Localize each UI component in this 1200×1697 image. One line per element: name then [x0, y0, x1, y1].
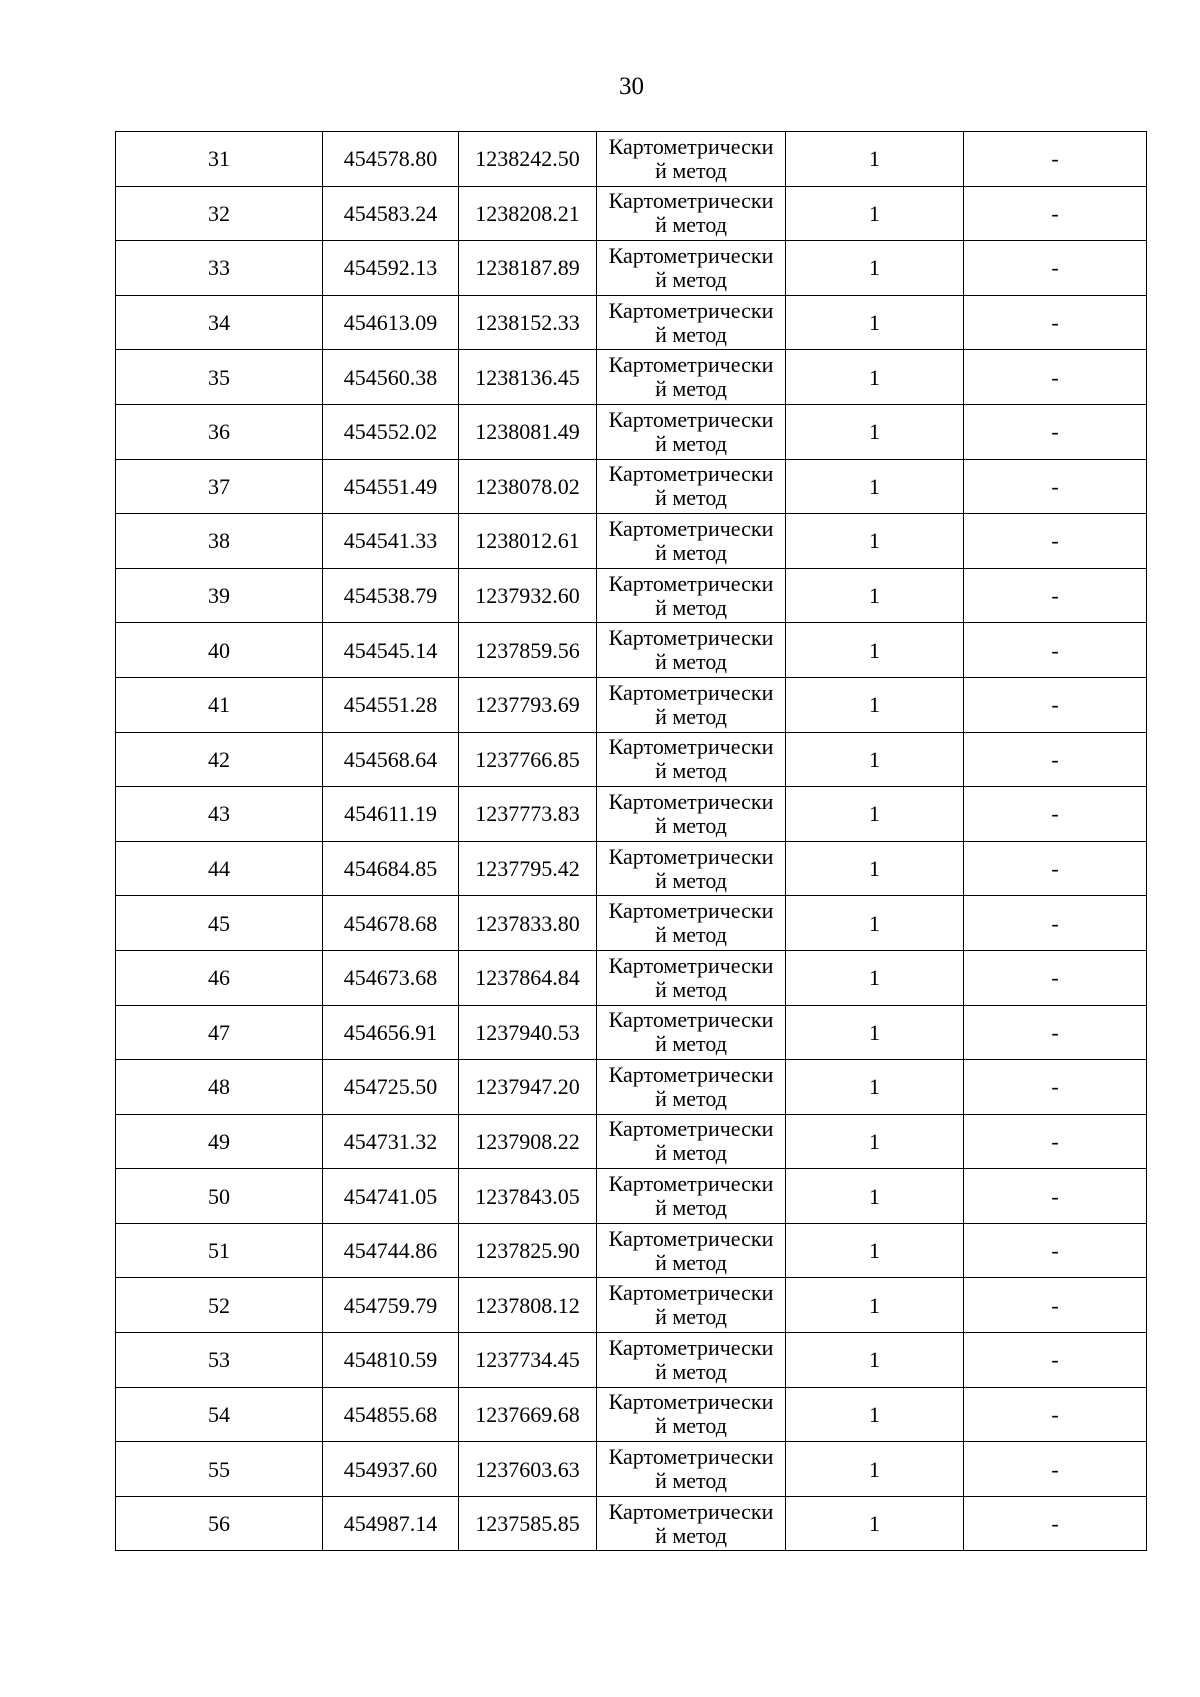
method-text-line2: й метод — [655, 1140, 727, 1166]
method-cell — [597, 841, 786, 896]
method-text-line2: й метод — [655, 758, 727, 784]
method-text-line1: Картометрически — [608, 570, 774, 596]
note-cell: - — [964, 623, 1147, 678]
point-number-cell: 36 — [116, 404, 323, 459]
point-number-cell: 41 — [116, 677, 323, 732]
y-coordinate-cell: 1237734.45 — [459, 1333, 597, 1388]
point-number-cell: 45 — [116, 896, 323, 951]
note-cell: - — [964, 1387, 1147, 1442]
point-number-cell: 54 — [116, 1387, 323, 1442]
x-coordinate-cell: 454592.13 — [323, 241, 459, 296]
method-text-line2: й метод — [655, 1522, 727, 1548]
note-cell: - — [964, 404, 1147, 459]
accuracy-cell: 1 — [786, 1169, 964, 1224]
table-row — [116, 350, 1147, 405]
x-coordinate-cell: 454810.59 — [323, 1333, 459, 1388]
accuracy-cell: 1 — [786, 132, 964, 187]
table-row — [116, 1442, 1147, 1497]
method-text-line1: Картометрически — [608, 1171, 774, 1197]
note-cell: - — [964, 568, 1147, 623]
method-text-line2: й метод — [655, 703, 727, 729]
method-cell — [597, 1169, 786, 1224]
y-coordinate-cell: 1237793.69 — [459, 677, 597, 732]
method-text-line1: Картометрически — [608, 1116, 774, 1142]
method-text-line1: Картометрически — [608, 898, 774, 924]
point-number-cell: 42 — [116, 732, 323, 787]
point-number-cell: 34 — [116, 295, 323, 350]
method-cell — [597, 241, 786, 296]
method-text-line1: Картометрически — [608, 188, 774, 214]
y-coordinate-cell: 1237825.90 — [459, 1223, 597, 1278]
table-row — [116, 241, 1147, 296]
method-text-line2: й метод — [655, 539, 727, 565]
y-coordinate-cell: 1237773.83 — [459, 787, 597, 842]
accuracy-cell: 1 — [786, 1114, 964, 1169]
accuracy-cell: 1 — [786, 295, 964, 350]
y-coordinate-cell: 1238187.89 — [459, 241, 597, 296]
x-coordinate-cell: 454656.91 — [323, 1005, 459, 1060]
point-number-cell: 37 — [116, 459, 323, 514]
x-coordinate-cell: 454541.33 — [323, 514, 459, 569]
note-cell: - — [964, 295, 1147, 350]
method-text-line2: й метод — [655, 266, 727, 292]
page-number: 30 — [619, 73, 644, 100]
accuracy-cell: 1 — [786, 1223, 964, 1278]
method-text-line2: й метод — [655, 1249, 727, 1275]
method-cell — [597, 404, 786, 459]
method-text-line2: й метод — [655, 430, 727, 456]
y-coordinate-cell: 1238152.33 — [459, 295, 597, 350]
y-coordinate-cell: 1237795.42 — [459, 841, 597, 896]
note-cell: - — [964, 186, 1147, 241]
method-text-line1: Картометрически — [608, 1444, 774, 1470]
point-number-cell: 52 — [116, 1278, 323, 1333]
method-cell — [597, 1278, 786, 1333]
y-coordinate-cell: 1237864.84 — [459, 950, 597, 1005]
note-cell: - — [964, 1169, 1147, 1224]
method-text-line2: й метод — [655, 1413, 727, 1439]
coordinates-table — [115, 131, 1147, 1551]
method-text-line2: й метод — [655, 922, 727, 948]
note-cell: - — [964, 1442, 1147, 1497]
method-cell — [597, 1005, 786, 1060]
x-coordinate-cell: 454568.64 — [323, 732, 459, 787]
y-coordinate-cell: 1237859.56 — [459, 623, 597, 678]
note-cell: - — [964, 350, 1147, 405]
table-row — [116, 1496, 1147, 1551]
y-coordinate-cell: 1238242.50 — [459, 132, 597, 187]
method-text-line2: й метод — [655, 1031, 727, 1057]
y-coordinate-cell: 1237932.60 — [459, 568, 597, 623]
y-coordinate-cell: 1237669.68 — [459, 1387, 597, 1442]
method-cell — [597, 1496, 786, 1551]
accuracy-cell: 1 — [786, 514, 964, 569]
note-cell: - — [964, 132, 1147, 187]
note-cell: - — [964, 1278, 1147, 1333]
y-coordinate-cell: 1237940.53 — [459, 1005, 597, 1060]
accuracy-cell: 1 — [786, 1442, 964, 1497]
accuracy-cell: 1 — [786, 186, 964, 241]
method-cell — [597, 950, 786, 1005]
accuracy-cell: 1 — [786, 950, 964, 1005]
method-text-line2: й метод — [655, 485, 727, 511]
x-coordinate-cell: 454731.32 — [323, 1114, 459, 1169]
method-text-line1: Картометрически — [608, 297, 774, 323]
y-coordinate-cell: 1237808.12 — [459, 1278, 597, 1333]
table-row — [116, 677, 1147, 732]
x-coordinate-cell: 454937.60 — [323, 1442, 459, 1497]
y-coordinate-cell: 1238012.61 — [459, 514, 597, 569]
y-coordinate-cell: 1237833.80 — [459, 896, 597, 951]
method-cell — [597, 514, 786, 569]
method-cell — [597, 1223, 786, 1278]
y-coordinate-cell: 1238081.49 — [459, 404, 597, 459]
y-coordinate-cell: 1237585.85 — [459, 1496, 597, 1551]
method-cell — [597, 1114, 786, 1169]
method-text-line1: Картометрически — [608, 1389, 774, 1415]
method-text-line1: Картометрически — [608, 515, 774, 541]
note-cell: - — [964, 732, 1147, 787]
method-text-line1: Картометрически — [608, 1007, 774, 1033]
table-row — [116, 1333, 1147, 1388]
accuracy-cell: 1 — [786, 459, 964, 514]
accuracy-cell: 1 — [786, 732, 964, 787]
note-cell: - — [964, 787, 1147, 842]
table-row — [116, 896, 1147, 951]
method-text-line1: Картометрически — [608, 843, 774, 869]
note-cell: - — [964, 1114, 1147, 1169]
x-coordinate-cell: 454678.68 — [323, 896, 459, 951]
y-coordinate-cell: 1238136.45 — [459, 350, 597, 405]
x-coordinate-cell: 454684.85 — [323, 841, 459, 896]
y-coordinate-cell: 1237947.20 — [459, 1060, 597, 1115]
y-coordinate-cell: 1238208.21 — [459, 186, 597, 241]
accuracy-cell: 1 — [786, 1278, 964, 1333]
point-number-cell: 39 — [116, 568, 323, 623]
y-coordinate-cell: 1237908.22 — [459, 1114, 597, 1169]
table-row — [116, 1114, 1147, 1169]
accuracy-cell: 1 — [786, 677, 964, 732]
accuracy-cell: 1 — [786, 1387, 964, 1442]
method-text-line1: Картометрически — [608, 1061, 774, 1087]
table-row — [116, 1060, 1147, 1115]
x-coordinate-cell: 454545.14 — [323, 623, 459, 678]
method-cell — [597, 787, 786, 842]
note-cell: - — [964, 841, 1147, 896]
method-text-line1: Картометрически — [608, 406, 774, 432]
method-cell — [597, 186, 786, 241]
method-cell — [597, 295, 786, 350]
x-coordinate-cell: 454538.79 — [323, 568, 459, 623]
method-text-line2: й метод — [655, 1085, 727, 1111]
accuracy-cell: 1 — [786, 241, 964, 296]
table-row — [116, 1387, 1147, 1442]
x-coordinate-cell: 454987.14 — [323, 1496, 459, 1551]
x-coordinate-cell: 454552.02 — [323, 404, 459, 459]
coordinates-table-body — [116, 132, 1147, 1551]
note-cell: - — [964, 459, 1147, 514]
x-coordinate-cell: 454744.86 — [323, 1223, 459, 1278]
point-number-cell: 31 — [116, 132, 323, 187]
point-number-cell: 51 — [116, 1223, 323, 1278]
x-coordinate-cell: 454583.24 — [323, 186, 459, 241]
method-cell — [597, 568, 786, 623]
x-coordinate-cell: 454578.80 — [323, 132, 459, 187]
method-cell — [597, 459, 786, 514]
accuracy-cell: 1 — [786, 896, 964, 951]
accuracy-cell: 1 — [786, 404, 964, 459]
method-text-line1: Картометрически — [608, 679, 774, 705]
point-number-cell: 35 — [116, 350, 323, 405]
method-text-line2: й метод — [655, 376, 727, 402]
note-cell: - — [964, 241, 1147, 296]
method-cell — [597, 896, 786, 951]
accuracy-cell: 1 — [786, 1060, 964, 1115]
table-row — [116, 1278, 1147, 1333]
accuracy-cell: 1 — [786, 1496, 964, 1551]
x-coordinate-cell: 454551.49 — [323, 459, 459, 514]
point-number-cell: 47 — [116, 1005, 323, 1060]
accuracy-cell: 1 — [786, 568, 964, 623]
table-row — [116, 623, 1147, 678]
point-number-cell: 50 — [116, 1169, 323, 1224]
method-cell — [597, 732, 786, 787]
accuracy-cell: 1 — [786, 1005, 964, 1060]
point-number-cell: 46 — [116, 950, 323, 1005]
x-coordinate-cell: 454673.68 — [323, 950, 459, 1005]
method-text-line2: й метод — [655, 976, 727, 1002]
x-coordinate-cell: 454759.79 — [323, 1278, 459, 1333]
point-number-cell: 40 — [116, 623, 323, 678]
table-row — [116, 568, 1147, 623]
point-number-cell: 53 — [116, 1333, 323, 1388]
note-cell: - — [964, 1005, 1147, 1060]
point-number-cell: 43 — [116, 787, 323, 842]
method-cell — [597, 1442, 786, 1497]
table-row — [116, 295, 1147, 350]
x-coordinate-cell: 454613.09 — [323, 295, 459, 350]
point-number-cell: 56 — [116, 1496, 323, 1551]
method-text-line2: й метод — [655, 1358, 727, 1384]
y-coordinate-cell: 1237843.05 — [459, 1169, 597, 1224]
table-row — [116, 132, 1147, 187]
method-text-line1: Картометрически — [608, 952, 774, 978]
method-cell — [597, 1060, 786, 1115]
method-text-line2: й метод — [655, 212, 727, 238]
note-cell: - — [964, 896, 1147, 951]
point-number-cell: 44 — [116, 841, 323, 896]
y-coordinate-cell: 1237766.85 — [459, 732, 597, 787]
method-text-line2: й метод — [655, 321, 727, 347]
table-row — [116, 404, 1147, 459]
note-cell: - — [964, 514, 1147, 569]
method-cell — [597, 1387, 786, 1442]
point-number-cell: 38 — [116, 514, 323, 569]
note-cell: - — [964, 950, 1147, 1005]
method-text-line1: Картометрически — [608, 1498, 774, 1524]
x-coordinate-cell: 454725.50 — [323, 1060, 459, 1115]
accuracy-cell: 1 — [786, 623, 964, 678]
table-row — [116, 186, 1147, 241]
method-text-line2: й метод — [655, 1195, 727, 1221]
method-cell — [597, 350, 786, 405]
method-text-line1: Картометрически — [608, 1280, 774, 1306]
table-row — [116, 732, 1147, 787]
method-text-line1: Картометрически — [608, 734, 774, 760]
method-text-line1: Картометрически — [608, 788, 774, 814]
method-text-line1: Картометрически — [608, 625, 774, 651]
method-cell — [597, 132, 786, 187]
method-text-line1: Картометрически — [608, 461, 774, 487]
y-coordinate-cell: 1237603.63 — [459, 1442, 597, 1497]
accuracy-cell: 1 — [786, 787, 964, 842]
method-text-line1: Картометрически — [608, 352, 774, 378]
note-cell: - — [964, 677, 1147, 732]
point-number-cell: 33 — [116, 241, 323, 296]
x-coordinate-cell: 454741.05 — [323, 1169, 459, 1224]
table-row — [116, 950, 1147, 1005]
y-coordinate-cell: 1238078.02 — [459, 459, 597, 514]
method-text-line2: й метод — [655, 867, 727, 893]
note-cell: - — [964, 1223, 1147, 1278]
method-text-line2: й метод — [655, 157, 727, 183]
x-coordinate-cell: 454611.19 — [323, 787, 459, 842]
method-text-line2: й метод — [655, 1468, 727, 1494]
method-cell — [597, 1333, 786, 1388]
table-row — [116, 1223, 1147, 1278]
method-text-line2: й метод — [655, 594, 727, 620]
method-text-line1: Картометрически — [608, 1334, 774, 1360]
method-text-line1: Картометрически — [608, 133, 774, 159]
method-text-line2: й метод — [655, 649, 727, 675]
point-number-cell: 48 — [116, 1060, 323, 1115]
x-coordinate-cell: 454855.68 — [323, 1387, 459, 1442]
method-text-line1: Картометрически — [608, 1225, 774, 1251]
table-row — [116, 459, 1147, 514]
method-text-line1: Картометрически — [608, 242, 774, 268]
table-row — [116, 514, 1147, 569]
note-cell: - — [964, 1496, 1147, 1551]
method-text-line2: й метод — [655, 1304, 727, 1330]
method-text-line2: й метод — [655, 812, 727, 838]
x-coordinate-cell: 454560.38 — [323, 350, 459, 405]
table-row — [116, 787, 1147, 842]
accuracy-cell: 1 — [786, 841, 964, 896]
point-number-cell: 55 — [116, 1442, 323, 1497]
table-row — [116, 841, 1147, 896]
method-cell — [597, 677, 786, 732]
point-number-cell: 32 — [116, 186, 323, 241]
accuracy-cell: 1 — [786, 1333, 964, 1388]
note-cell: - — [964, 1060, 1147, 1115]
note-cell: - — [964, 1333, 1147, 1388]
accuracy-cell: 1 — [786, 350, 964, 405]
method-cell — [597, 623, 786, 678]
table-row — [116, 1005, 1147, 1060]
table-row — [116, 1169, 1147, 1224]
x-coordinate-cell: 454551.28 — [323, 677, 459, 732]
point-number-cell: 49 — [116, 1114, 323, 1169]
